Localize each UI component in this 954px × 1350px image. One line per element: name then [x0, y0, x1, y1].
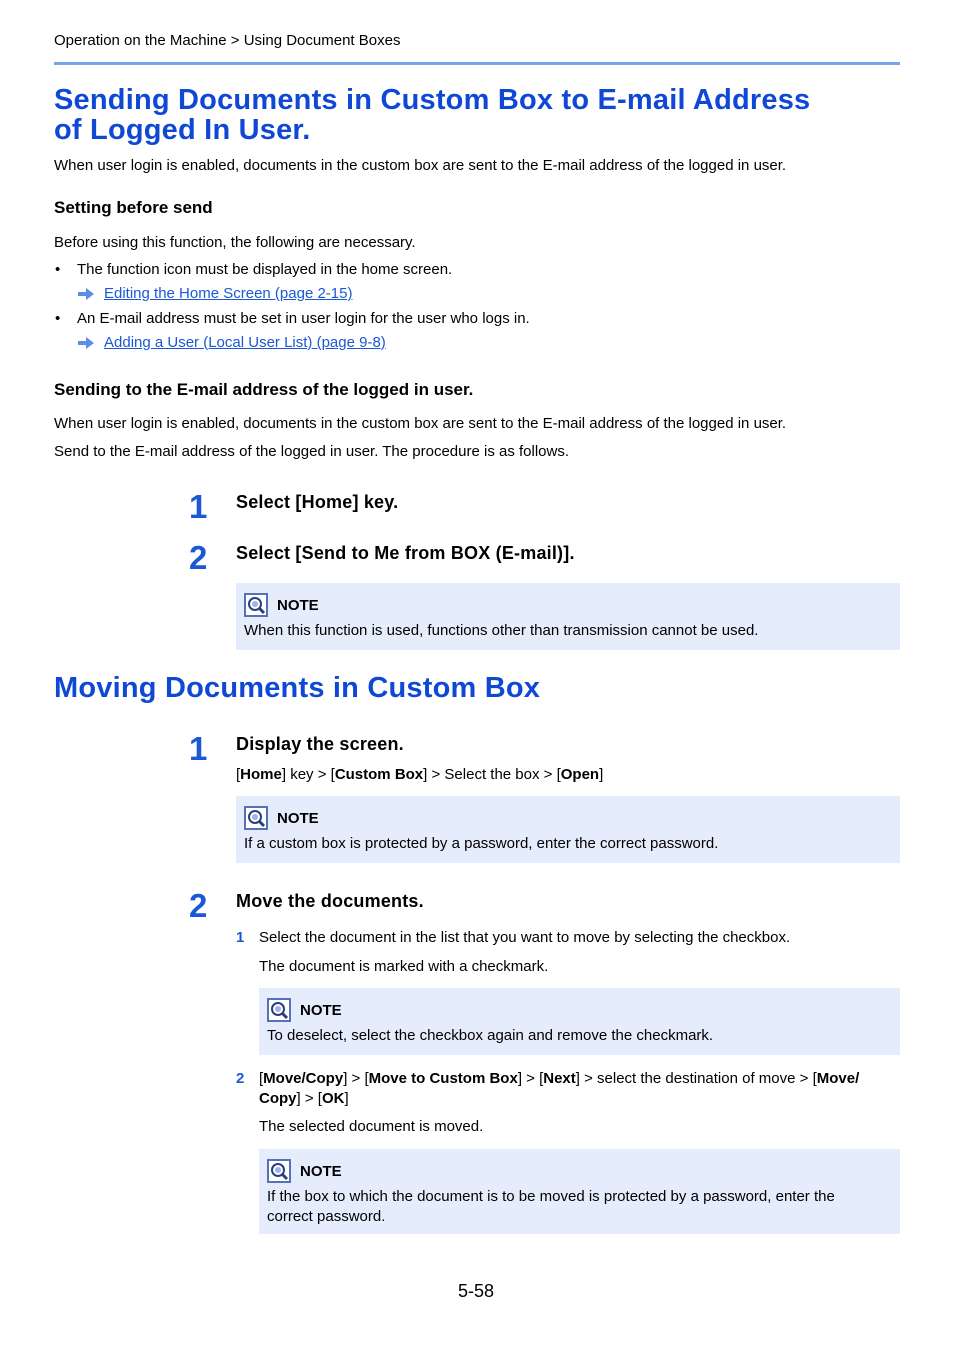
- link-editing-home-screen[interactable]: Editing the Home Screen (page 2-15): [104, 285, 353, 302]
- bullet-item: [55, 310, 530, 327]
- bullet-text: The function icon must be displayed in the home screen.: [77, 261, 453, 278]
- path-text: ] > [: [517, 1070, 544, 1087]
- page-number: 5-58: [458, 1281, 495, 1301]
- substep-result: The document is marked with a checkmark.: [259, 958, 549, 975]
- path-text: ]: [599, 766, 604, 783]
- note-header: [244, 593, 319, 617]
- note-label: NOTE: [300, 1162, 342, 1180]
- step-title: Display the screen.: [236, 734, 404, 754]
- step-number: 1: [189, 730, 208, 767]
- breadcrumb: Operation on the Machine > Using Document Boxes: [54, 32, 401, 49]
- note-magnifier-icon: [267, 1159, 291, 1183]
- step-title: Select [Send to Me from BOX (E-mail)].: [236, 543, 575, 563]
- substep-text: [259, 1069, 859, 1109]
- note-label: NOTE: [277, 809, 319, 827]
- path-key-custom-box: Custom Box: [334, 766, 424, 783]
- section-title-send-email: [54, 85, 810, 145]
- substep-line: [259, 1069, 859, 1089]
- path-text: [: [236, 766, 241, 783]
- note-header: [244, 806, 319, 830]
- note-text: [267, 1187, 835, 1227]
- link-adding-user[interactable]: Adding a User (Local User List) (page 9-8): [104, 334, 386, 351]
- path-key-ok: OK: [321, 1090, 345, 1107]
- substep-result: The selected document is moved.: [259, 1118, 484, 1135]
- note-box: [236, 796, 900, 863]
- path-key-move-to-custom-box: Move to Custom Box: [368, 1070, 518, 1087]
- note-text-line: correct password.: [267, 1208, 386, 1225]
- step-number: 1: [189, 488, 208, 525]
- path-key-move-copy: Copy: [259, 1090, 297, 1107]
- step-number: 2: [189, 539, 208, 576]
- path-key-move-copy: Move/Copy: [263, 1070, 344, 1087]
- note-label: NOTE: [300, 1001, 342, 1019]
- note-magnifier-icon: [244, 593, 268, 617]
- note-box: [259, 988, 900, 1055]
- sending-paragraph-1: When user login is enabled, documents in the custom box are sent to the E-mail address of the logged in user.: [54, 415, 787, 432]
- link-row: [104, 334, 386, 352]
- header-rule: [54, 62, 900, 65]
- path-text: ] > select the destination of move > [: [575, 1070, 817, 1087]
- path-key-move-copy: Move/: [816, 1070, 860, 1087]
- sending-heading: Sending to the E-mail address of the logged in user.: [54, 380, 474, 399]
- substep-number: 2: [236, 1070, 245, 1087]
- substep-line: [259, 1089, 859, 1109]
- link-row: [104, 285, 352, 303]
- bullet-dot: •: [55, 261, 61, 278]
- path-text: ] > Select the box > [: [423, 766, 561, 783]
- path-text: ] key > [: [281, 766, 335, 783]
- note-magnifier-icon: [244, 806, 268, 830]
- path-text: ]: [344, 1090, 349, 1107]
- intro-paragraph: When user login is enabled, documents in the custom box are sent to the E-mail address of the logged in user.: [54, 157, 787, 174]
- bullet-text: An E-mail address must be set in user login for the user who logs in.: [77, 310, 530, 327]
- path-key-home: Home: [240, 766, 282, 783]
- navigation-path: [236, 765, 603, 785]
- note-label: NOTE: [277, 596, 319, 614]
- path-text: [: [259, 1070, 264, 1087]
- setting-heading: Setting before send: [54, 198, 213, 217]
- path-key-open: Open: [560, 766, 600, 783]
- step-title: Select [Home] key.: [236, 492, 399, 512]
- sending-paragraph-2: Send to the E-mail address of the logged in user. The procedure is as follows.: [54, 443, 570, 460]
- bullet-dot: •: [55, 310, 61, 327]
- path-key-next: Next: [543, 1070, 576, 1087]
- section-title-line1: Sending Documents in Custom Box to E-mail Address: [54, 84, 811, 116]
- substep-text: Select the document in the list that you want to move by selecting the checkbox.: [259, 929, 791, 946]
- note-box: [236, 583, 900, 650]
- note-text-line: If the box to which the document is to be moved is protected by a password, enter the: [267, 1188, 835, 1205]
- path-text: ] > [: [296, 1090, 322, 1107]
- section-title-moving: Moving Documents in Custom Box: [54, 672, 541, 704]
- note-text: If a custom box is protected by a password, enter the correct password.: [244, 835, 719, 852]
- note-magnifier-icon: [267, 998, 291, 1022]
- bullet-item: [55, 261, 453, 278]
- arrow-right-icon: [78, 337, 94, 349]
- section-title-line2: of Logged In User.: [54, 114, 311, 146]
- path-text: ] > [: [343, 1070, 369, 1087]
- note-header: [267, 998, 342, 1022]
- setting-intro: Before using this function, the following are necessary.: [54, 234, 416, 251]
- arrow-right-icon: [78, 288, 94, 300]
- step-number: 2: [189, 887, 208, 924]
- note-header: [267, 1159, 342, 1183]
- substep-number: 1: [236, 929, 245, 946]
- note-text: When this function is used, functions other than transmission cannot be used.: [244, 622, 759, 639]
- step-title: Move the documents.: [236, 891, 424, 911]
- note-box: [259, 1149, 900, 1234]
- note-text: To deselect, select the checkbox again and remove the checkmark.: [267, 1027, 714, 1044]
